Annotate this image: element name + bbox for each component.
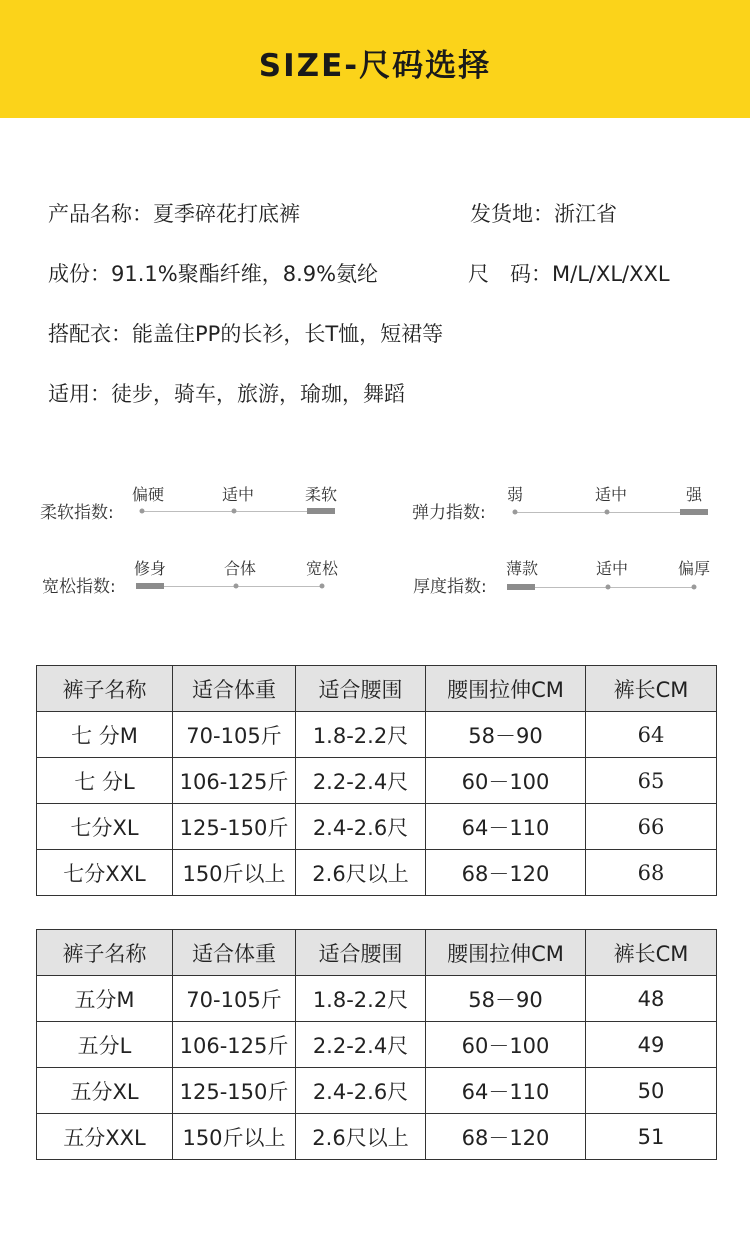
- index-selected-marker: [507, 584, 535, 590]
- cell-waist: 2.2-2.4尺: [296, 758, 426, 804]
- column-header: 腰围拉伸CM: [426, 666, 586, 712]
- index-dot: [513, 510, 518, 515]
- cell-weight: 106-125斤: [173, 1022, 296, 1068]
- index-option: 合体: [223, 559, 257, 578]
- index-dot: [232, 509, 237, 514]
- index-option: 偏硬: [131, 485, 165, 504]
- index-dot: [605, 510, 610, 515]
- header-banner: [0, 0, 750, 118]
- index-label: 弹力指数:: [412, 503, 486, 523]
- table-row: [37, 712, 717, 758]
- cell-name: 五分L: [37, 1022, 173, 1068]
- available-sizes: 尺 码：M/L/XL/XXL: [468, 262, 670, 286]
- index-option: 柔软: [304, 485, 338, 504]
- column-header: 适合腰围: [296, 666, 426, 712]
- table-row: [37, 1022, 717, 1068]
- cell-name: 七 分M: [37, 712, 173, 758]
- index-dot: [234, 584, 239, 589]
- column-header: 适合腰围: [296, 930, 426, 976]
- cell-name: 五分M: [37, 976, 173, 1022]
- table-header-row: [37, 666, 717, 712]
- cell-waist: 1.8-2.2尺: [296, 712, 426, 758]
- ship-from: 发货地：浙江省: [470, 202, 617, 226]
- cell-name: 七分XXL: [37, 850, 173, 896]
- index-selected-marker: [136, 583, 164, 589]
- composition: 成份：91.1%聚酯纤维，8.9%氨纶: [48, 262, 379, 286]
- index-option: 适中: [595, 559, 629, 578]
- table-row: [37, 1114, 717, 1160]
- usage: 适用：徒步，骑车，旅游，瑜珈，舞蹈: [48, 382, 405, 406]
- cell-stretch: 60－100: [426, 1022, 586, 1068]
- cell-weight: 125-150斤: [173, 1068, 296, 1114]
- cell-waist: 2.4-2.6尺: [296, 804, 426, 850]
- size-table-half: [36, 929, 717, 1160]
- index-dot: [140, 509, 145, 514]
- cell-stretch: 58－90: [426, 712, 586, 758]
- cell-length: 51: [586, 1114, 717, 1160]
- cell-stretch: 64－110: [426, 1068, 586, 1114]
- table-row: [37, 976, 717, 1022]
- column-header: 腰围拉伸CM: [426, 930, 586, 976]
- cell-length: 65: [586, 758, 717, 804]
- cell-waist: 2.6尺以上: [296, 1114, 426, 1160]
- index-option: 宽松: [305, 559, 339, 578]
- index-option: 适中: [594, 485, 628, 504]
- index-label: 柔软指数:: [40, 503, 114, 523]
- table-row: [37, 850, 717, 896]
- cell-name: 五分XL: [37, 1068, 173, 1114]
- cell-weight: 70-105斤: [173, 712, 296, 758]
- column-header: 裤子名称: [37, 930, 173, 976]
- cell-weight: 70-105斤: [173, 976, 296, 1022]
- cell-length: 68: [586, 850, 717, 896]
- index-option: 修身: [133, 559, 167, 578]
- cell-waist: 2.6尺以上: [296, 850, 426, 896]
- pairing: 搭配衣：能盖住PP的长衫，长T恤，短裙等: [48, 322, 444, 346]
- cell-length: 49: [586, 1022, 717, 1068]
- index-selected-marker: [307, 508, 335, 514]
- column-header: 裤长CM: [586, 666, 717, 712]
- cell-length: 50: [586, 1068, 717, 1114]
- cell-name: 七分XL: [37, 804, 173, 850]
- page-title: SIZE-尺码选择: [258, 48, 492, 84]
- cell-stretch: 68－120: [426, 1114, 586, 1160]
- cell-waist: 2.2-2.4尺: [296, 1022, 426, 1068]
- index-dot: [606, 585, 611, 590]
- cell-weight: 125-150斤: [173, 804, 296, 850]
- column-header: 适合体重: [173, 666, 296, 712]
- cell-waist: 1.8-2.2尺: [296, 976, 426, 1022]
- table-row: [37, 804, 717, 850]
- index-track: [510, 587, 696, 588]
- cell-name: 五分XXL: [37, 1114, 173, 1160]
- index-option: 偏厚: [677, 559, 711, 578]
- column-header: 裤长CM: [586, 930, 717, 976]
- index-label: 宽松指数:: [42, 577, 116, 597]
- index-option: 强: [685, 485, 703, 504]
- size-table-seven-tenths: [36, 665, 717, 896]
- cell-waist: 2.4-2.6尺: [296, 1068, 426, 1114]
- table-row: [37, 1068, 717, 1114]
- cell-stretch: 68－120: [426, 850, 586, 896]
- cell-stretch: 58－90: [426, 976, 586, 1022]
- cell-weight: 150斤以上: [173, 850, 296, 896]
- index-option: 薄款: [505, 559, 539, 578]
- product-name: 产品名称：夏季碎花打底裤: [48, 202, 300, 226]
- column-header: 裤子名称: [37, 666, 173, 712]
- cell-length: 48: [586, 976, 717, 1022]
- column-header: 适合体重: [173, 930, 296, 976]
- cell-stretch: 64－110: [426, 804, 586, 850]
- index-dot: [692, 585, 697, 590]
- index-option: 弱: [506, 485, 524, 504]
- table-row: [37, 758, 717, 804]
- index-label: 厚度指数:: [413, 577, 487, 597]
- index-track: [140, 586, 324, 587]
- table-header-row: [37, 930, 717, 976]
- cell-name: 七 分L: [37, 758, 173, 804]
- index-dot: [320, 584, 325, 589]
- index-selected-marker: [680, 509, 708, 515]
- index-option: 适中: [221, 485, 255, 504]
- cell-weight: 150斤以上: [173, 1114, 296, 1160]
- cell-length: 64: [586, 712, 717, 758]
- cell-stretch: 60－100: [426, 758, 586, 804]
- cell-weight: 106-125斤: [173, 758, 296, 804]
- cell-length: 66: [586, 804, 717, 850]
